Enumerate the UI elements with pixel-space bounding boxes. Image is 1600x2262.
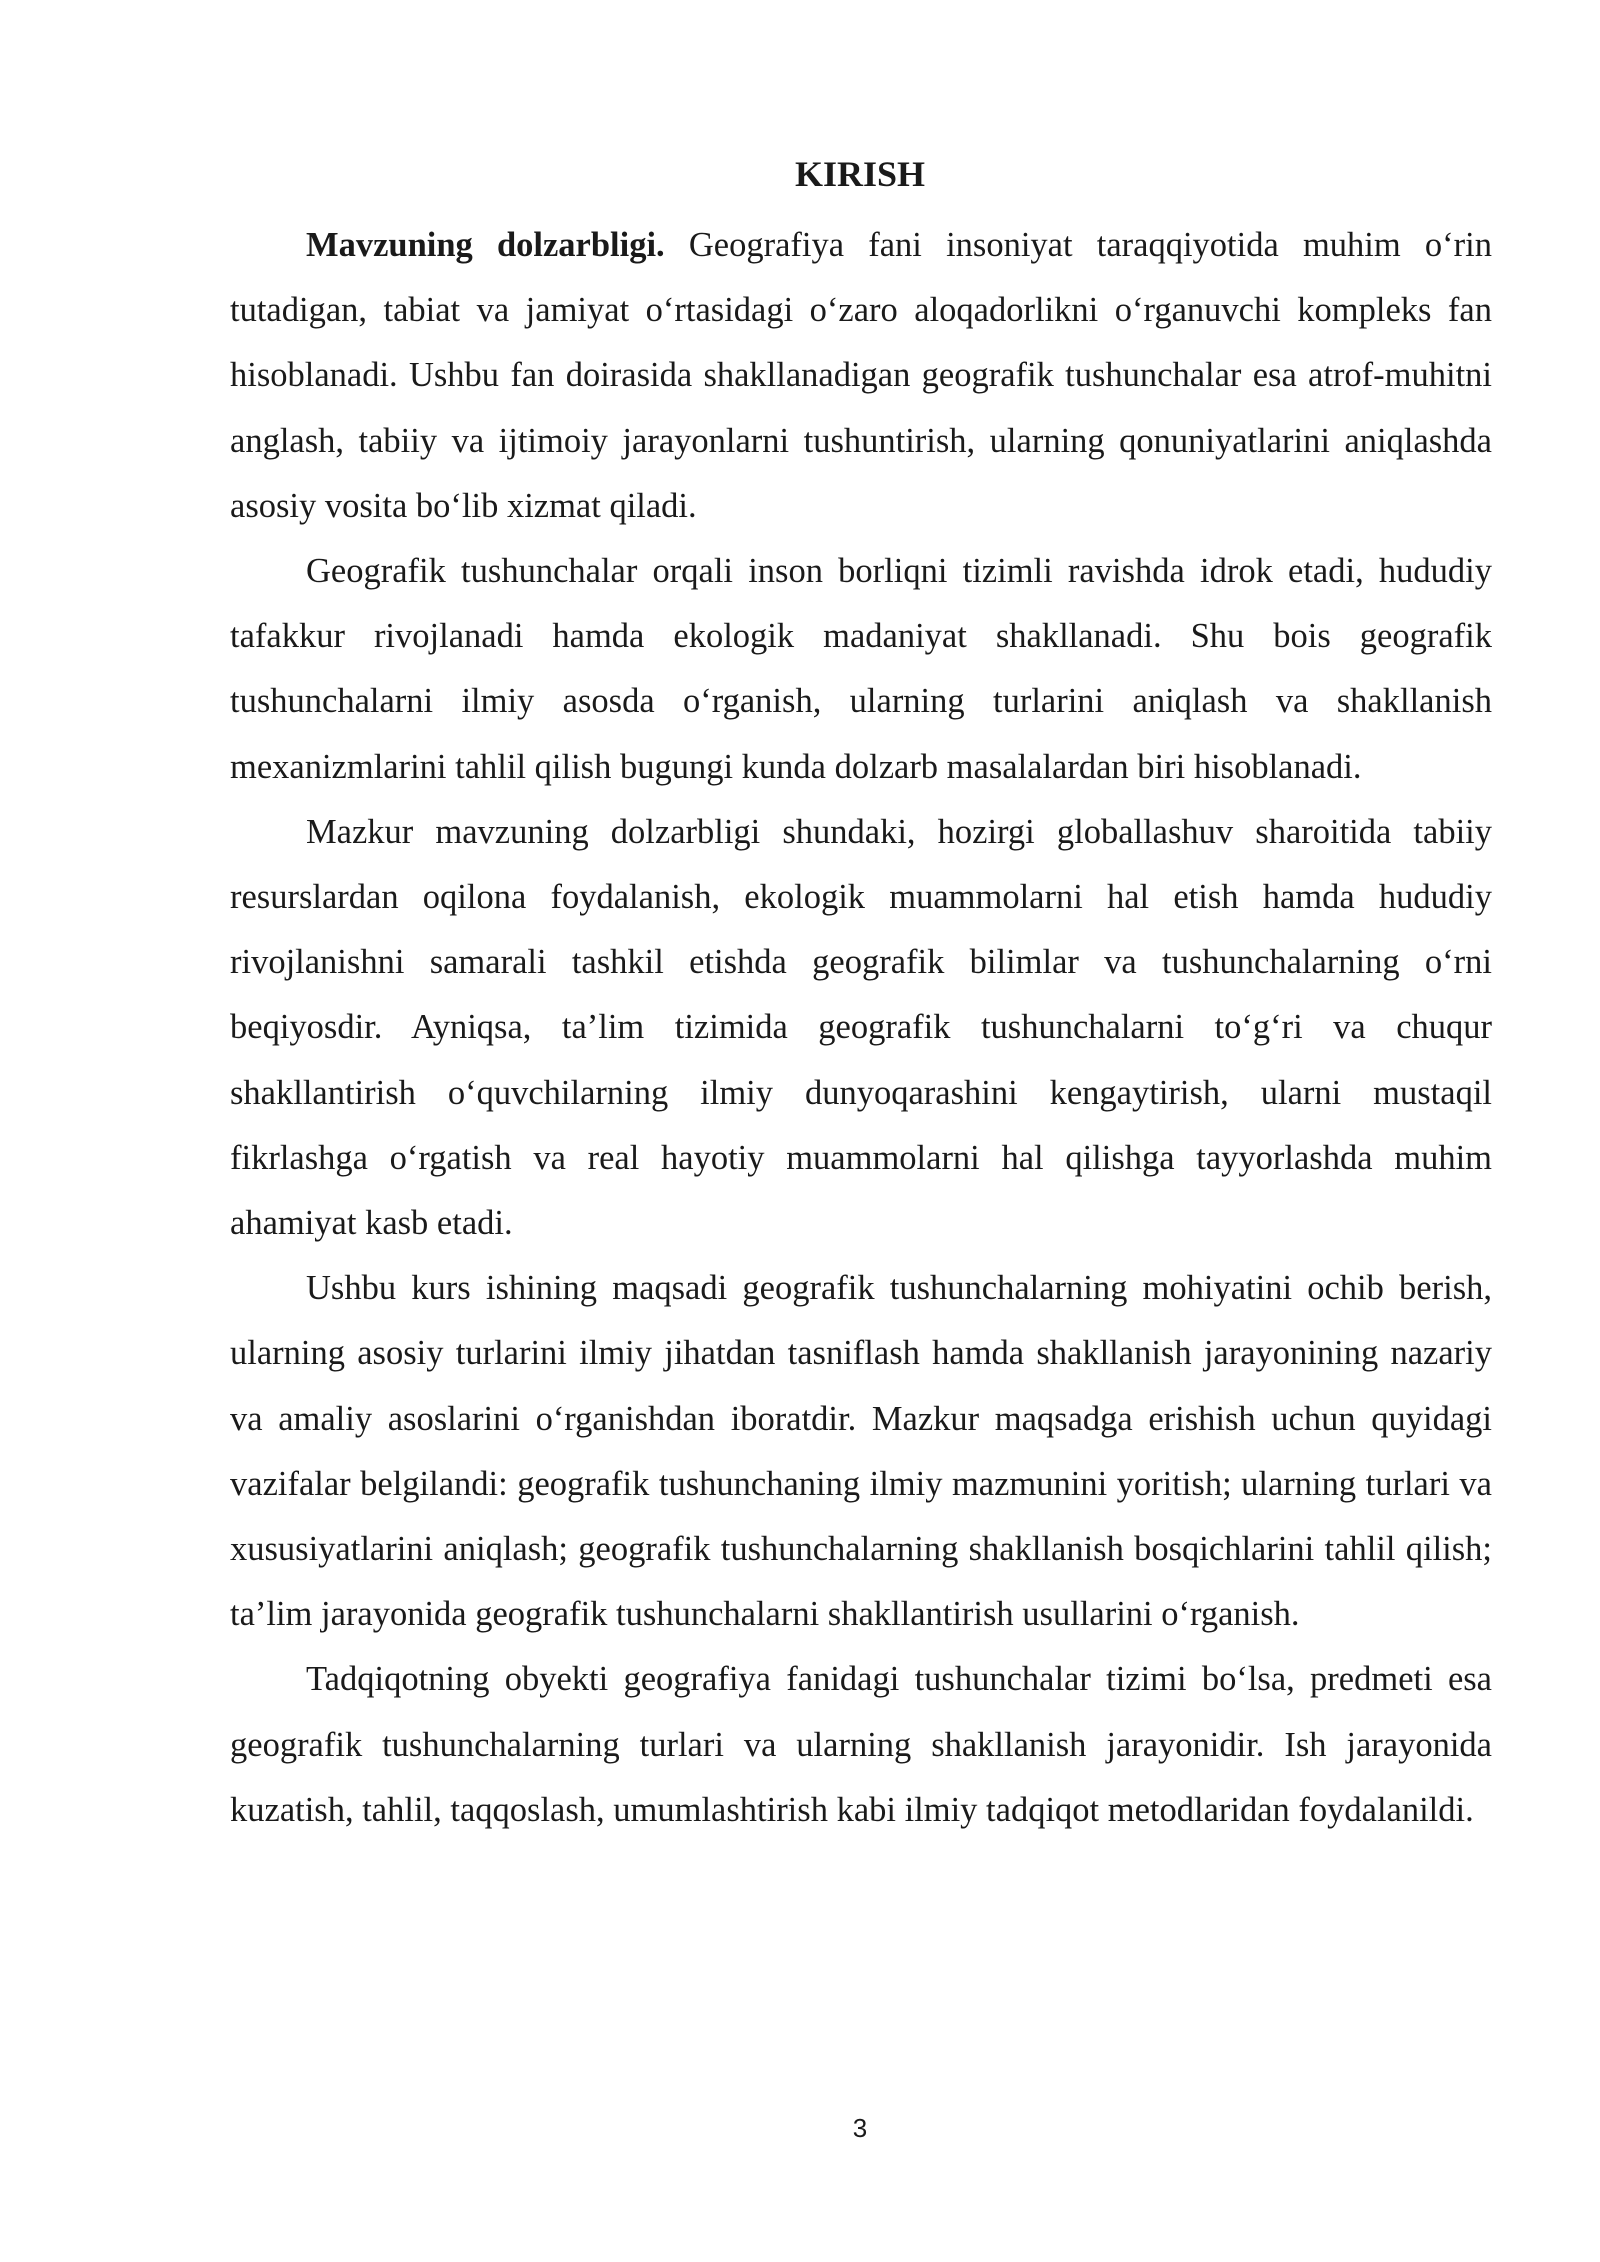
paragraph-object-and-subject: Tadqiqotning obyekti geografiya fanidagi tushunchalar tizimi bo‘lsa, predmeti esa geografik tushunchalarning turlari va ularning shakllanish jarayonidir. Ish jarayonida kuzatish, tahlil, taqqoslash, umumlashtirish kabi ilmiy tadqiqot metodlaridan foydalanildi. [230, 1660, 1492, 1829]
document-body [230, 213, 1492, 1843]
section-title: KIRISH [794, 154, 926, 194]
paragraph-lead-heading: Mavzuning dolzarbligi. [306, 226, 665, 264]
paragraph-text: Geografiya fani insoniyat taraqqiyotida muhim o‘rin tutadigan, tabiat va jamiyat o‘rtasidagi o‘zaro aloqadorlikni o‘rganuvchi kompleks fan hisoblanadi. Ushbu fan doirasida shakllanadigan geografik tushunchalar esa atrof-muhitni anglash, tabiiy va ijtimoiy jarayonlarni tushuntirish, ularning qonuniyatlarini aniqlashda asosiy vosita bo‘lib xizmat qiladi. [230, 226, 1492, 525]
paragraph-aim-and-tasks: Ushbu kurs ishining maqsadi geografik tushunchalarning mohiyatini ochib berish, ularning asosiy turlarini ilmiy jihatdan tasniflash hamda shakllanish jarayonining nazariy va amaliy asoslarini o‘rganishdan iboratdir. Mazkur maqsadga erishish uchun quyidagi vazifalar belgilandi: geografik tushunchaning ilmiy mazmunini yoritish; ularning turlari va xususiyatlarini aniqlash; geografik tushunchalarning shakllanish bosqichlarini tahlil qilish; ta’lim jarayonida geografik tushunchalarni shakllantirish usullarini o‘rganish. [230, 1269, 1492, 1634]
paragraph-relevance [230, 213, 1492, 539]
paragraph-topic-relevance: Mazkur mavzuning dolzarbligi shundaki, hozirgi globallashuv sharoitida tabiiy resurslardan oqilona foydalanish, ekologik muammolarni hal etish hamda hududiy rivojlanishni samarali tashkil etishda geografik bilimlar va tushunchalarning o‘rni beqiyosdir. Ayniqsa, ta’lim tizimida geografik tushunchalarni to‘g‘ri va chuqur shakllantirish o‘quvchilarning ilmiy dunyoqarashini kengaytirish, ularni mustaqil fikrlashga o‘rgatish va real hayotiy muammolarni hal qilishga tayyorlashda muhim ahamiyat kasb etadi. [230, 812, 1492, 1243]
paragraph-geographic-concepts: Geografik tushunchalar orqali inson borliqni tizimli ravishda idrok etadi, hududiy tafakkur rivojlanadi hamda ekologik madaniyat shakllanadi. Shu bois geografik tushunchalarni ilmiy asosda o‘rganish, ularning turlarini aniqlash va shakllanish mexanizmlarini tahlil qilish bugungi kunda dolzarb masalalardan biri hisoblanadi. [230, 552, 1492, 786]
page-number: 3 [852, 2113, 868, 2143]
